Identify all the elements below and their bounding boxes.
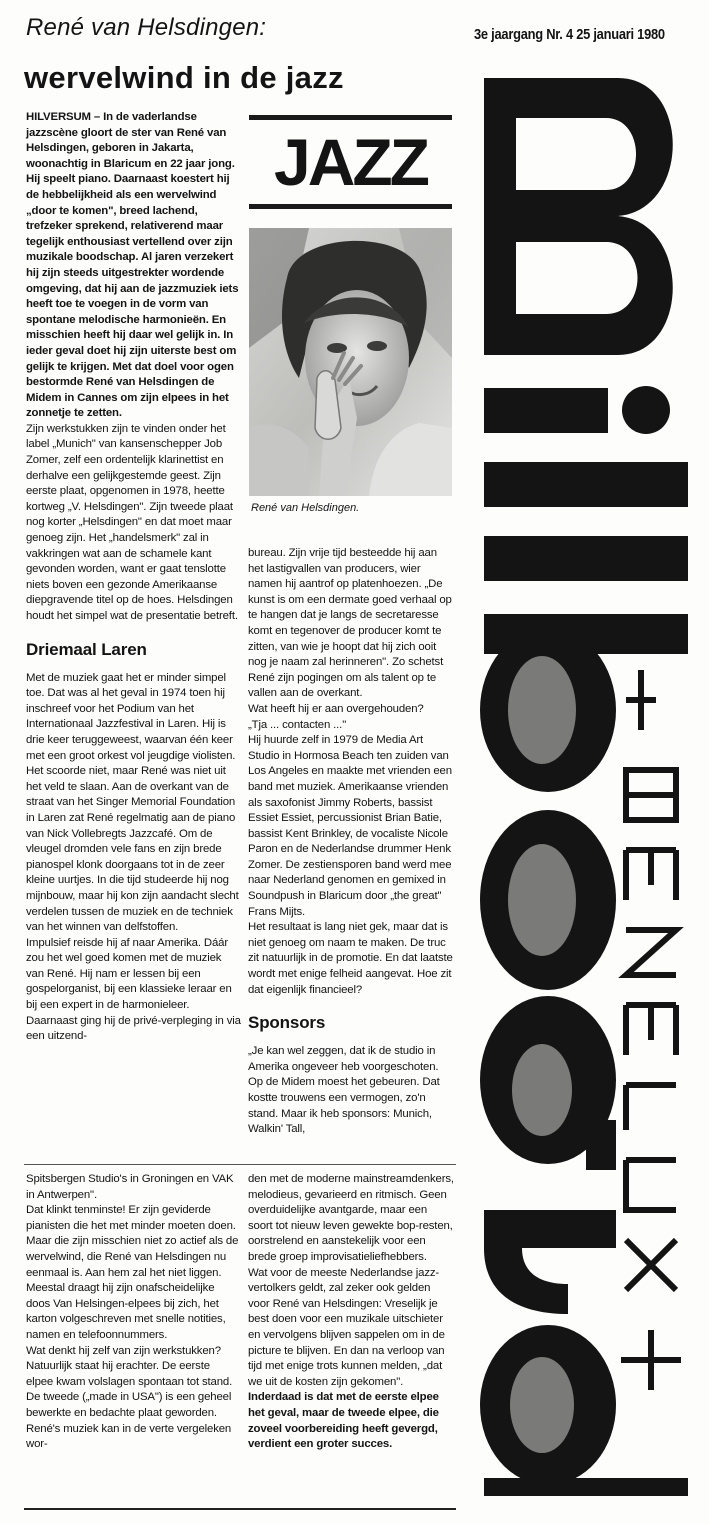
article-kicker: René van Helsdingen:	[26, 14, 267, 41]
paragraph: bureau. Zijn vrije tijd besteedde hij aan het lastigvallen van producers, wier namen hij aantrof op platenhoezen. „De kunst is om een dermate goed verhaal op te hangen dat je langs de secretaresse komt en tegenover de producer komt te zitten, van wie je hoopt dat hij zich ooit nog je naam zal herinneren". Zo schetst René zijn pogingen om als talent op te vallen aan de overkant.	[248, 547, 452, 700]
closing-paragraph: Inderdaad is dat met de eerste elpee het geval, maar de tweede elpee, die zoveel voorbereiding heeft gevergd, verdient een groter succes.	[248, 1391, 439, 1451]
rule-bottom	[249, 204, 452, 209]
portrait-photo	[249, 228, 452, 496]
column-3	[26, 1172, 240, 1453]
paragraph: Impulsief reisde hij af naar Amerika. Dáár zou het wel goed komen met de muziek van René. Hij nam er lessen bij een gospelorganist, bij een klassieke leraar en bij een expert in de harmonieleer. Daarnaast ging hij de privé-verpleging in via een uitzend-	[26, 936, 241, 1043]
column-1	[26, 110, 242, 1045]
article-headline: wervelwind in de jazz	[24, 60, 344, 95]
article-intro: HILVERSUM – In de vaderlandse jazzscène gloort de ster van René van Helsdingen, geboren in Jakarta, woonachtig in Blaricum en 22 jaar jong. Hij speelt piano. Daarnaast koestert hij de hebbelijkheid als een wervelwind „door te komen", breed lachend, trefzeker sprekend, relativerend maar tegelijk enthousiast vertellend over zijn muzikale boodschap. Al jaren verzekert hij zijn steeds uitgestrekter wordende omgeving, dat hij aan de jazzmuziek iets heeft toe te voegen in de vorm van spontane melodische harmonieën. En misschien heeft hij daar wel gelijk in. In ieder geval doet hij zijn uiterste best om gelijk te krijgen. Met dat doel voor ogen bestormde René van Helsdingen de Midem in Cannes om zijn elpees in het zonnetje te zetten.	[26, 111, 239, 420]
answer: „Tja ... contacten ..."	[248, 718, 347, 731]
paragraph: „Je kan wel zeggen, dat ik de studio in Amerika ongeveer heb voorgeschoten. Op de Midem moest het gebeuren. Dat kostte trouwens een vermogen, zo'n stand. Maar ik heb sponsors: Munich, Walkin' Tall,	[248, 1045, 440, 1136]
paragraph: Het resultaat is lang niet gek, maar dat is niet genoeg om naam te maken. De truc zit natuurlijk in de promotie. En dat laatste wordt met enige felheid aangevat. Hoe zit dat eigenlijk financieel?	[248, 921, 453, 996]
issue-line: 3e jaargang Nr. 4 25 januari 1980	[474, 26, 665, 43]
subheading-sponsors: Sponsors	[248, 1013, 326, 1033]
paragraph: Hij huurde zelf in 1979 de Media Art Studio in Hormosa Beach ten zuiden van Los Angeles en maakte met vrienden een band met muziek. Amerikaanse vrienden als saxofonist Jimmy Roberts, bassist Essiet Essiet, percussionist Brian Batie, bassist Kent Brinkley, de vocaliste Nicole Paron en de Nederlandse drummer Henk Zomer. De zestiensporen band werd mee naar Nederland genomen en gemixed in Soundpush in Blaricum door „the great" Frans Mijts.	[248, 734, 452, 918]
billboard-benelux-logo	[476, 70, 695, 1500]
jazz-rubric	[249, 115, 452, 210]
billboard-logo-graphic	[476, 70, 695, 1500]
paragraph: Natuurlijk staat hij erachter. De eerste elpee kwam volslagen spontaan tot stand. De tweede („made in USA") is een geheel bewerkte en bedachte plaat geworden. René's muziek kan in de verte vergeleken wor-	[26, 1360, 233, 1451]
bottom-rule	[24, 1508, 456, 1510]
column-4	[248, 1172, 454, 1453]
jazz-rubric-word: JAZZ	[274, 125, 427, 199]
column-2	[248, 546, 454, 1138]
paragraph: den met de moderne mainstreamdenkers, melodieus, gevarieerd en ritmisch. Geen overduidelijke avantgarde, maar een soort tot nieuw leven gewekte bop-resten, oorstrelend en aanstekelijk voor een brede groep improvisatieliefhebbers.	[248, 1173, 454, 1263]
paragraph: Zijn werkstukken zijn te vinden onder het label „Munich" van kansenschepper Job Zomer, zelf een ordentelijk klarinettist en derhalve een gelijkgestemde geest. Zijn eerste plaat, opgenomen in 1978, heette kortweg „V. Helsdingen". Zijn tweede plaat nog korter „Helsdingen" en dat moet maar genoeg zijn. Het „handelsmerk" zal in vakkringen wat aan de schamele kant gevonden worden, want er gaat tenslotte niets boven een gezonde Amerikaanse diepgravende titel op de hoes. Helsdingen houdt het simpel wat de presentatie betreft.	[26, 422, 238, 622]
portrait-illustration	[249, 228, 452, 496]
paragraph: Wat voor de meeste Nederlandse jazz-vertolkers geldt, zal zeker ook gelden voor René van Helsdingen: Vreselijk je best doen voor een muzikale uitschieter en vervolgens blijven sappelen om in de picture te blijven. En dan na verloop van tijd met enige trots kunnen melden, „dat we uit de kosten zijn gekomen".	[248, 1266, 445, 1388]
photo-caption: René van Helsdingen.	[251, 502, 360, 514]
paragraph: Dat klinkt tenminste! Er zijn geviderde pianisten die het met minder moeten doen. Maar die zijn misschien niet zo actief als de wervelwind, die René van Helsdingen nu eenmaal is. Aan hem zal het niet liggen. Meestal draagt hij zijn onafscheidelijke doos Van Helsingen-elpees bij zich, het karton volgeschreven met snelle notities, namen en telefoonnummers.	[26, 1204, 239, 1341]
question: Wat heeft hij er aan overgehouden?	[248, 702, 424, 715]
question: Wat denkt hij zelf van zijn werkstukken?	[26, 1344, 221, 1357]
subheading-driemaal-laren: Driemaal Laren	[26, 639, 147, 659]
paragraph: Spitsbergen Studio's in Groningen en VAK in Antwerpen".	[26, 1173, 234, 1201]
paragraph: Met de muziek gaat het er minder simpel toe. Dat was al het geval in 1974 toen hij inschreef voor het Podium van het Internationaal Jazzfestival in Laren. Hij is drie keer teruggeweest, waarvan één keer met een groot orkest vol jeugdige violisten. Het scoorde niet, maar René was niet uit het veld te slaan. Aan de overkant van de straat van het Singer Memorial Foundation in Laren zat René regelmatig aan de piano van Nick Vollebregts Jazzcafé. Om de vleugel dromden vele fans en zijn brede pianospel klonk doorgaans tot in de zeer kleine uurtjes. In die tijd studeerde hij nog mijnbouw, maar hij kon zijn aandacht slecht verdelen tussen de muziek en de techniek van het winnen van delfstoffen.	[26, 671, 239, 934]
column-break-rule	[24, 1164, 456, 1165]
rule-top	[249, 115, 452, 120]
